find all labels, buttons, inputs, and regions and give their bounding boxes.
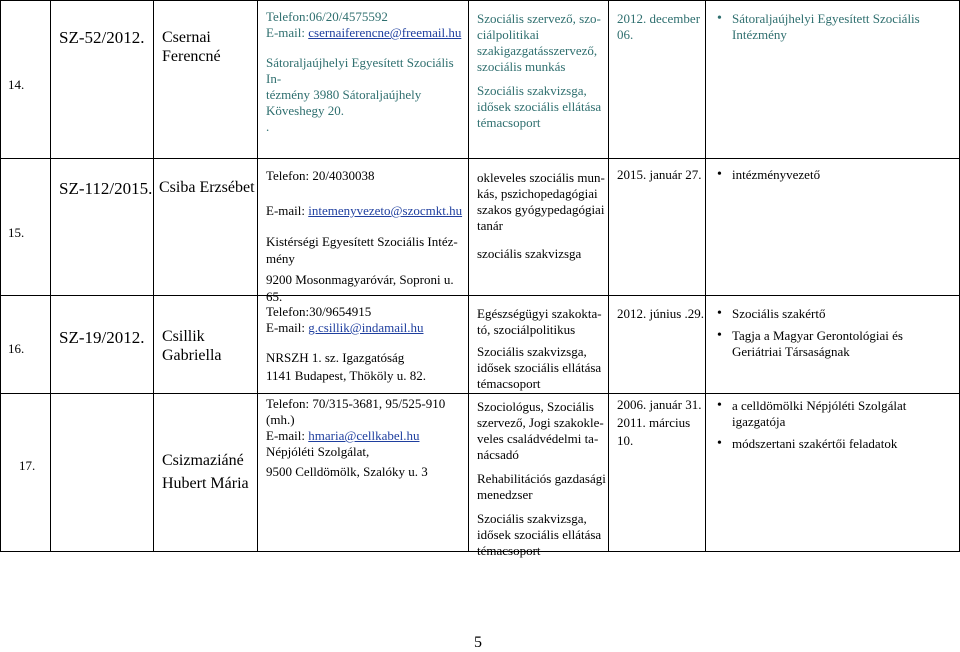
roles-list xyxy=(712,306,952,360)
contact-info: Telefon:06/20/4575592 E-mail: csernaiferencne@freemail.hu Sátoraljaújhelyi Egyesített Szociális In- tézmény 3980 Sátoraljaújhely Köveshegy 20. . xyxy=(266,9,462,134)
contact-info: Telefon:30/9654915 E-mail: g.csillik@indamail.hu NRSZH 1. sz. Igazgatóság 1141 Budapest, Thököly u. 82. xyxy=(266,304,426,383)
registration-date: 2015. január 27. xyxy=(617,167,702,182)
person-name: Csiba Erzsébet xyxy=(159,179,255,196)
registration-date: 2012. június .29. xyxy=(617,306,705,321)
email-link[interactable]: intemenyvezeto@szocmkt.hu xyxy=(308,203,463,218)
registration-code: SZ-19/2012. xyxy=(59,328,145,347)
qualifications: okleveles szociális mun- kás, pszichopedagógiai szakos gyógypedagógiai tanár szociális szakvizsga xyxy=(477,170,605,261)
email-link[interactable]: g.csillik@indamail.hu xyxy=(308,320,424,335)
list-item: • Tagja a Magyar Gerontológiai és Geriátriai Társaságnak xyxy=(712,328,952,360)
list-item: • intézményvezető xyxy=(712,167,927,183)
list-item: • Sátoraljaújhelyi Egyesített Szociális Intézmény xyxy=(712,11,927,43)
row-number: 15. xyxy=(8,225,25,240)
registration-date: 2006. január 31. 2011. március 10. xyxy=(617,397,702,448)
list-item: • a celldömölki Népjóléti Szolgálat igazgatója xyxy=(712,398,957,430)
email-link[interactable]: csernaiferencne@freemail.hu xyxy=(308,25,462,40)
row-number: 16. xyxy=(8,341,25,356)
email-link[interactable]: hmaria@cellkabel.hu xyxy=(308,428,420,443)
table-row xyxy=(1,1,960,159)
registration-code: SZ-112/2015. xyxy=(59,179,153,198)
registration-code: SZ-52/2012. xyxy=(59,28,145,47)
page-number: 5 xyxy=(474,634,482,651)
contact-info: Telefon: 70/315-3681, 95/525-910 (mh.) E-mail: hmaria@cellkabel.hu Népjóléti Szolgálat, 9500 Celldömölk, Szalóky u. 3 xyxy=(266,396,446,479)
list-item: • módszertani szakértői feladatok xyxy=(712,436,957,452)
roles-list xyxy=(712,398,957,452)
row-number: 17. xyxy=(19,458,36,473)
qualifications: Szociális szervező, szo- ciálpolitikai szakigazgatásszervező, szociális munkás Szociális szakvizsga, idősek szociális ellátása témacsoport xyxy=(477,11,602,130)
table-row xyxy=(1,394,960,552)
roles-list xyxy=(712,11,927,43)
table-row xyxy=(1,296,960,394)
person-name: Csillik Gabriella xyxy=(162,328,222,364)
row-number: 14. xyxy=(8,77,25,92)
roles-list xyxy=(712,167,927,183)
person-name: Csizmaziáné Hubert Mária xyxy=(162,452,249,492)
list-item: • Szociális szakértő xyxy=(712,306,952,322)
person-name: Csernai Ferencné xyxy=(162,29,221,65)
qualifications: Szociológus, Szociális szervező, Jogi szakokle- veles családvédelmi ta- nácsadó Rehabilitációs gazdasági menedzser Szociális szakvizsga, idősek szociális ellátása témacsoport xyxy=(477,399,606,558)
contact-info: Telefon: 20/4030038 E-mail: intemenyvezeto@szocmkt.hu Kistérségi Egyesített Szociális Intéz- mény 9200 Mosonmagyaróvár, Soproni u. 65. xyxy=(266,168,463,304)
registration-date: 2012. december 06. xyxy=(617,11,701,42)
qualifications: Egészségügyi szakokta- tó, szociálpolitikus Szociális szakvizsga, idősek szociális ellátása témacsoport xyxy=(477,306,602,391)
table-row xyxy=(1,159,960,296)
